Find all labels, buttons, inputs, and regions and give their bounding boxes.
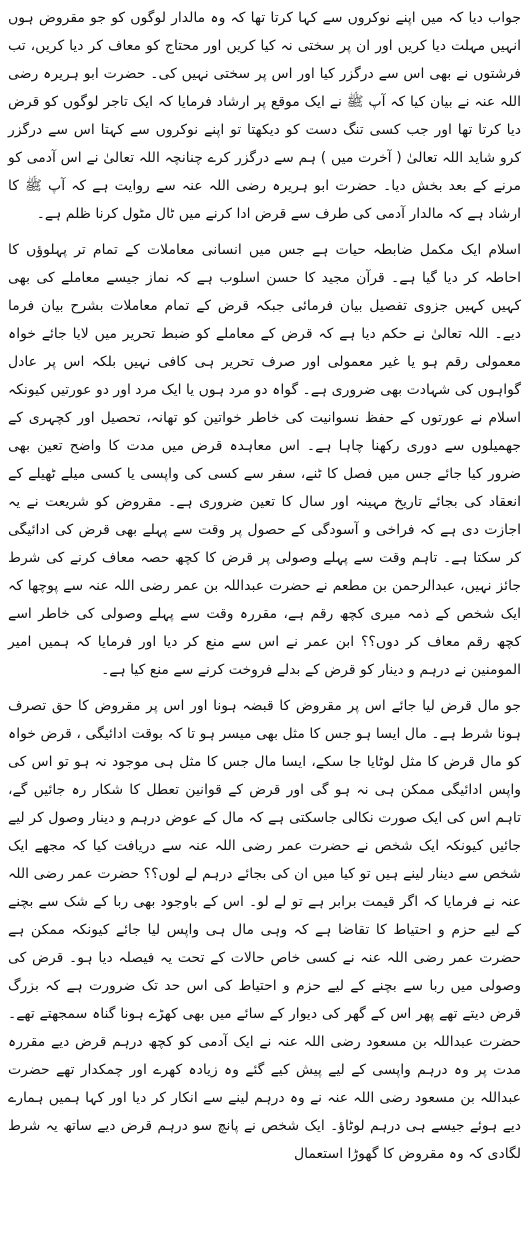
paragraph-islamic-debt-rules: اسلام ایک مکمل ضابطہ حیات ہے جس میں انسانی معاملات کے تمام تر پہلوؤں کا احاطہ کر دیا گیا ہے۔ قرآن مجید کا حسن اسلوب ہے کہ نماز جیسے معاملے کی بھی کہیں کہیں جزوی تفصیل بیان فرمائی جبکہ قرض کے تمام معاملات بشرح بیان فرما دیے۔ اللہ تعالیٰ نے حکم دیا ہے کہ قرض کے معاملے کو ضبط تحریر میں لایا جائے خواہ معمولی رقم ہو یا غیر معمولی اور صرف تحریر ہی کافی نہیں بلکہ اس پر عادل گواہوں کی شہادت بھی ضروری ہے۔ گواہ دو مرد ہوں یا ایک مرد اور دو عورتیں کیونکہ اسلام نے عورتوں کے حفظ نسوانیت کی خاطر خواتین کو تھانہ، تحصیل اور کچہری کے جھمیلوں سے دوری رکھنا چاہا ہے۔ اس معاہدہ قرض میں مدت کا واضح تعین بھی ضرور کیا جائے جس میں فصل کا ٹنے، سفر سے کسی کی واپسی یا کسی میلے ٹھیلے کے انعقاد کی بجائے تاریخ مہینہ اور سال کا تعین ضروری ہے۔ مقروض کو شریعت نے یہ اجازت دی ہے کہ فراخی و آسودگی کے حصول پر وقت سے پہلے بھی قرض کی ادائیگی کر سکتا ہے۔ تاہم وقت سے پہلے وصولی پر قرض کا کچھ حصہ معاف کرنے کی شرط جائز نہیں، عبدالرحمن بن مطعم نے حضرت عبداللہ بن عمر رضی اللہ عنہ سے پوچھا کہ ایک شخص کے ذمہ میری کچھ رقم ہے، مقررہ وقت سے پہلے وصولی کی خاطر اسے کچھ رقم معاف کر دوں؟؟ ابن عمر نے اس سے منع کر دیا اور فرمایا کہ ہمیں امیر المومنین نے درہم و دینار کو قرض کے بدلے فروخت کرنے سے منع کیا ہے۔ xyxy=(8,242,521,678)
paragraph-debt-forgiveness-hadith: جواب دیا کہ میں اپنے نوکروں سے کہا کرتا تھا کہ وہ مالدار لوگوں کو جو مقروض ہوں انہیں مہلت دیا کریں اور ان پر سختی نہ کیا کریں اور محتاج کو معاف کر دیا کریں، تب فرشتوں نے بھی اس سے درگزر کیا اور اس پر سختی نہیں کی۔ حضرت ابو ہریرہ رضی اللہ عنہ نے بیان کیا کہ آپ ﷺ نے ایک موقع پر ارشاد فرمایا کہ ایک تاجر لوگوں کو قرض دیا کرتا تھا اور جب کسی تنگ دست کو دیکھتا تو اپنے نوکروں سے کہتا اس سے درگزر کرو شاید اللہ تعالیٰ ( آخرت میں ) ہم سے درگزر کرے چنانچہ اللہ تعالیٰ نے اس آدمی کو مرنے کے بعد بخش دیا۔ حضرت ابو ہریرہ رضی اللہ عنہ سے روایت ہے کہ آپ ﷺ کا ارشاد ہے کہ مالدار آدمی کی طرف سے قرض ادا کرنے میں ٹال مٹول کرنا ظلم ہے۔ xyxy=(8,10,521,222)
paragraph-debt-conditions: جو مال قرض لیا جائے اس پر مقروض کا قبضہ ہونا اور اس پر مقروض کا حق تصرف ہونا شرط ہے۔ مال ایسا ہو جس کا مثل بھی میسر ہو تا کہ بوقت ادائیگی ، قرض خواہ کو مال قرض کا مثل لوٹایا جا سکے، ایسا مال جس کا مثل ہی موجود نہ ہو تو اس کی واپس ادائیگی ممکن ہی نہ ہو گی اور قرض کے قوانین تعطل کا شکار رہ جائیں گے، تاہم اس کی ایک صورت نکالی جاسکتی ہے کہ مال کے عوض درہم و دینار وصول کر لیے جائیں کیونکہ ایک شخص نے حضرت عمر رضی اللہ عنہ سے دریافت کیا کہ مجھے ایک شخص سے دینار لینے ہیں تو کیا میں ان کی بجائے درہم لے لوں؟؟ حضرت عمر رضی اللہ عنہ نے فرمایا کہ اگر قیمت برابر ہے تو لے لو۔ اس کے باوجود بھی ربا کے شک سے بچنے کے لیے حزم و احتیاط کا تقاضا ہے کہ وہی مال ہی واپس لیا جائے کیونکہ ممکن ہے حضرت عمر رضی اللہ عنہ نے کسی خاص حالات کے تحت یہ فیصلہ دیا ہو۔ قرض کی وصولی میں ربا سے بچنے کے لیے حزم و احتیاط کی اس حد تک ضرورت ہے کہ بزرگ قرض دیتے تھے پھر اس کے گھر کی دیوار کے سائے میں بھی کھڑے ہونا گناہ سمجھتے تھے۔ حضرت عبداللہ بن مسعود رضی اللہ عنہ نے ایک آدمی کو کچھ درہم قرض دیے مقررہ مدت پر وہ درہم واپسی کے لیے پیش کیے گئے وہ زیادہ کھرے اور چمکدار تھے حضرت عبداللہ بن مسعود رضی اللہ عنہ نے وہ درہم لینے سے انکار کر دیا اور کہا ہمیں ہمارے دیے ہوئے جیسے ہی درہم لوٹاؤ۔ ایک شخص نے پانچ سو درہم قرض دیے ساتھ یہ شرط لگادی کہ وہ مقروض کا گھوڑا استعمال xyxy=(8,698,521,1162)
